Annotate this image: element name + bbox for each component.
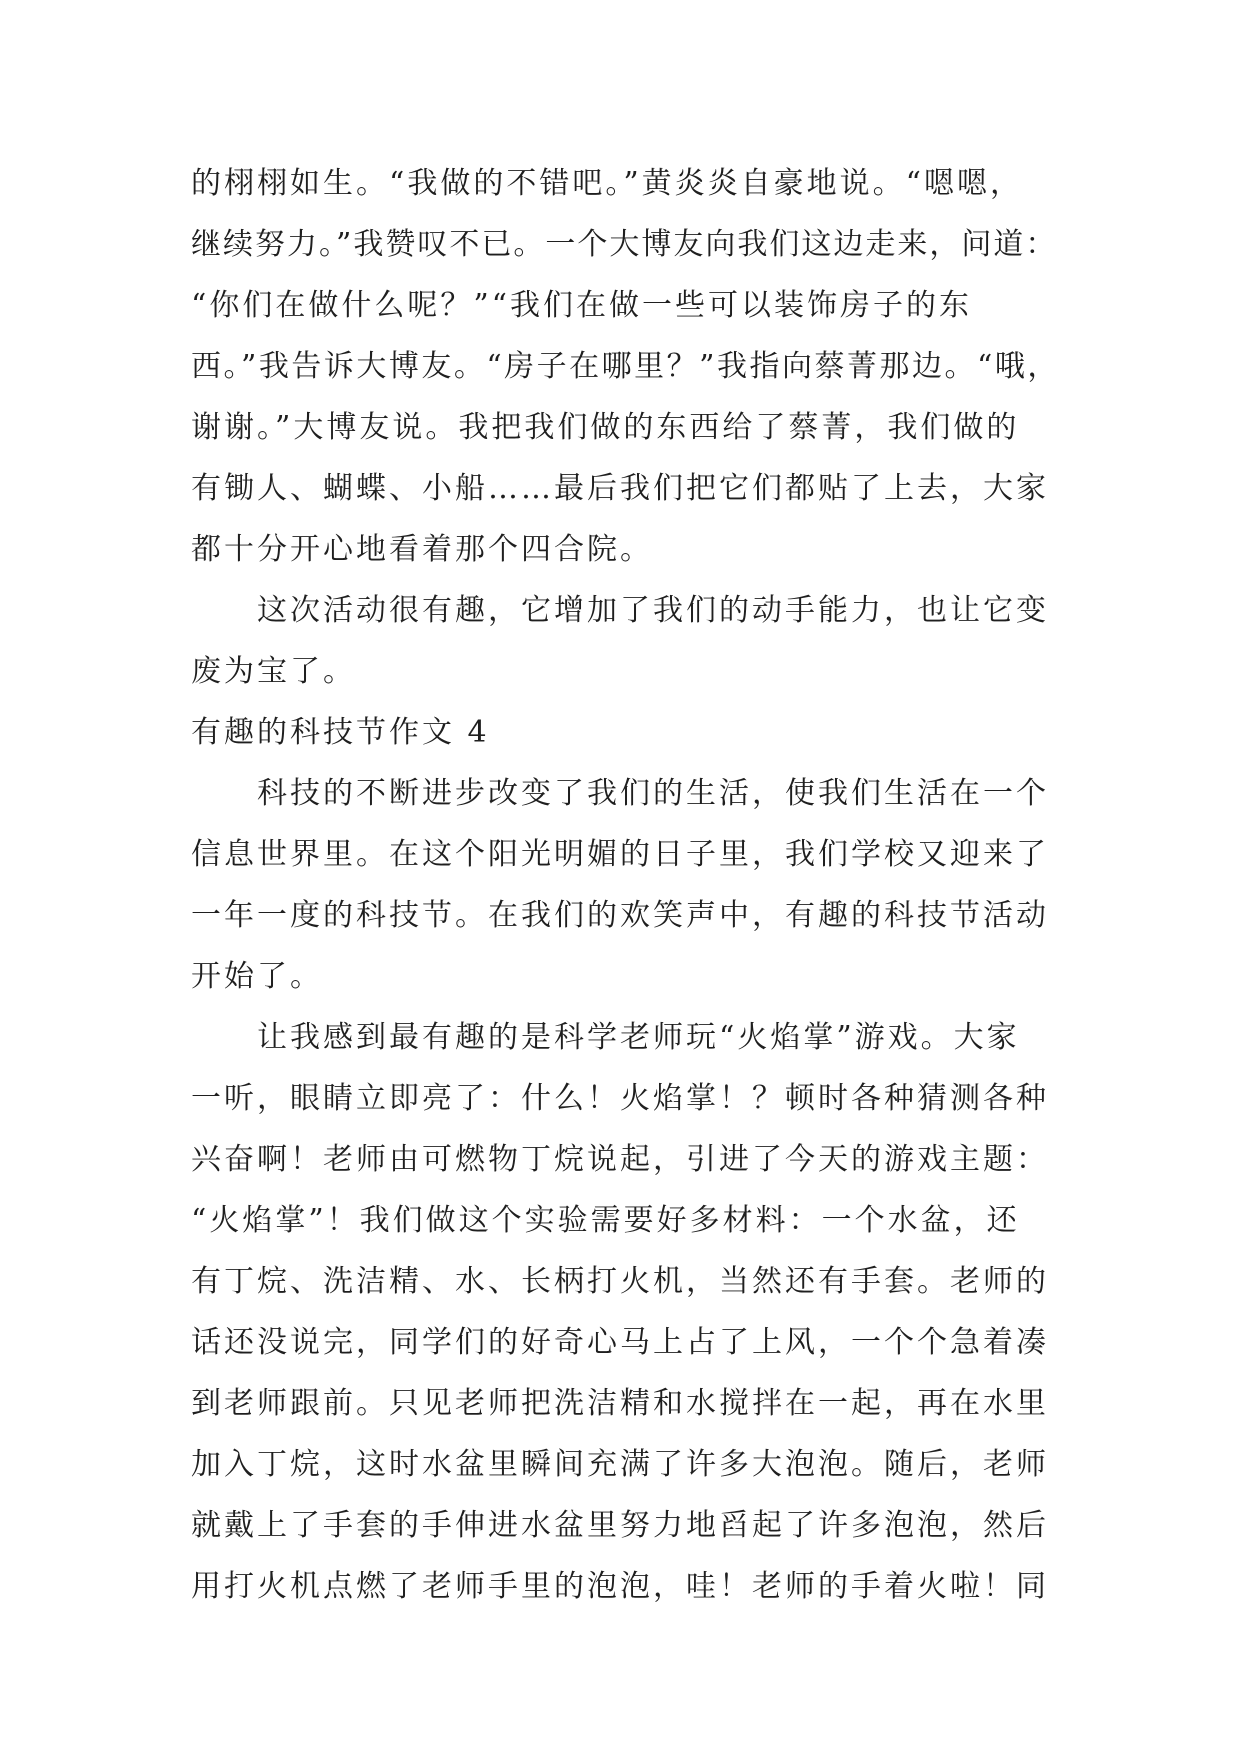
text-line: 信息世界里。在这个阳光明媚的日子里，我们学校又迎来了 — [191, 837, 1049, 872]
text-line: 继续努力。”我赞叹不已。一个大博友向我们这边走来，问道： — [191, 227, 1058, 262]
text-line: 西。”我告诉大博友。“房子在哪里？”我指向蔡菁那边。“哦， — [191, 349, 1060, 384]
document-body — [191, 153, 1061, 1617]
text-line: 都十分开心地看着那个四合院。 — [191, 532, 653, 567]
text-line: 废为宝了。 — [191, 654, 356, 689]
text-line: 一听，眼睛立即亮了：什么！火焰掌！？顿时各种猜测各种 — [191, 1081, 1049, 1116]
text-line: 的栩栩如生。“我做的不错吧。”黄炎炎自豪地说。“嗯嗯， — [191, 166, 1024, 201]
text-line: 开始了。 — [191, 959, 323, 994]
text-line: 让我感到最有趣的是科学老师玩“火焰掌”游戏。大家 — [257, 1020, 1020, 1055]
text-line: 谢谢。”大博友说。我把我们做的东西给了蔡菁，我们做的 — [191, 410, 1020, 445]
text-line: 话还没说完，同学们的好奇心马上占了上风，一个个急着凑 — [191, 1325, 1049, 1360]
text-line: 兴奋啊！老师由可燃物丁烷说起，引进了今天的游戏主题： — [191, 1142, 1049, 1177]
text-line: 就戴上了手套的手伸进水盆里努力地舀起了许多泡泡，然后 — [191, 1508, 1049, 1543]
text-line: 到老师跟前。只见老师把洗洁精和水搅拌在一起，再在水里 — [191, 1386, 1049, 1421]
text-line: 用打火机点燃了老师手里的泡泡，哇！老师的手着火啦！同 — [191, 1569, 1049, 1604]
text-line: “你们在做什么呢？”“我们在做一些可以装饰房子的东 — [191, 288, 973, 323]
text-line: 加入丁烷，这时水盆里瞬间充满了许多大泡泡。随后，老师 — [191, 1447, 1049, 1482]
text-line: 有锄人、蝴蝶、小船……最后我们把它们都贴了上去，大家 — [191, 471, 1049, 506]
section-heading: 有趣的科技节作文 4 — [191, 715, 490, 750]
text-line: 一年一度的科技节。在我们的欢笑声中，有趣的科技节活动 — [191, 898, 1049, 933]
text-line: “火焰掌”！我们做这个实验需要好多材料：一个水盆，还 — [191, 1203, 1020, 1238]
text-line: 有丁烷、洗洁精、水、长柄打火机，当然还有手套。老师的 — [191, 1264, 1049, 1299]
text-line: 这次活动很有趣，它增加了我们的动手能力，也让它变 — [257, 593, 1049, 628]
text-line: 科技的不断进步改变了我们的生活，使我们生活在一个 — [257, 776, 1049, 811]
